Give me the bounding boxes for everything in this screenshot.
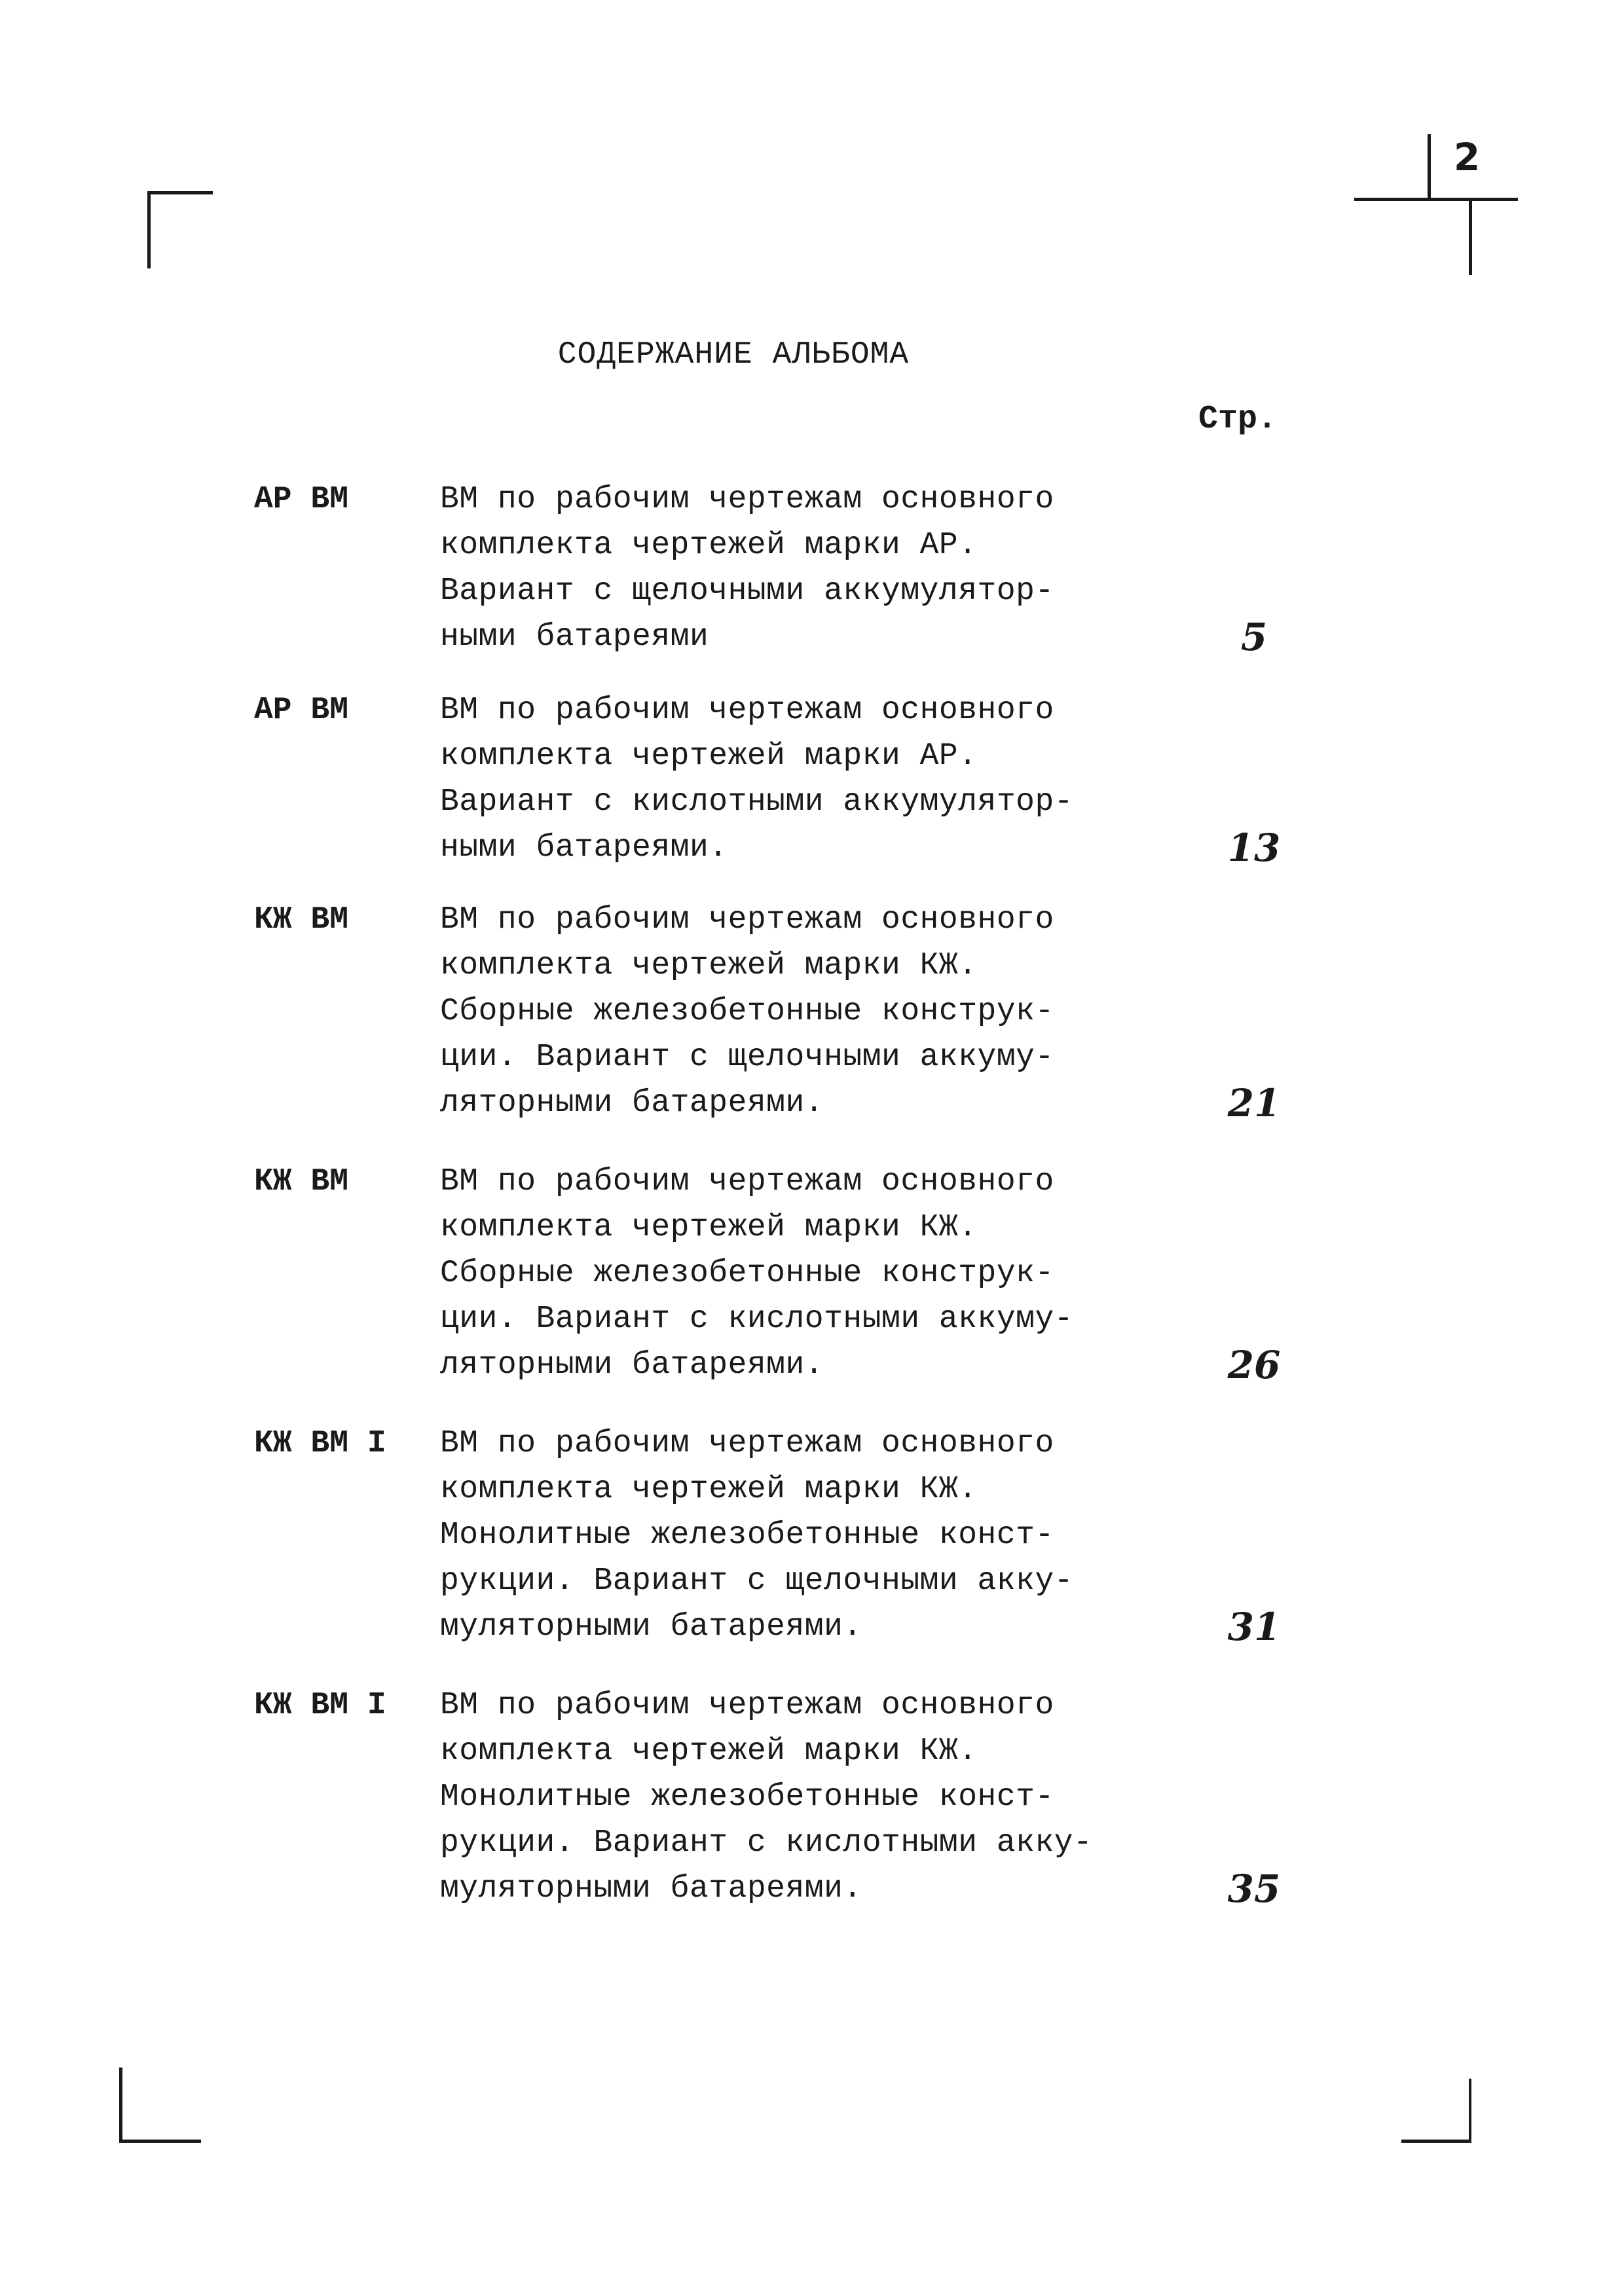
document-title: СОДЕРЖАНИЕ АЛЬБОМА (557, 337, 910, 373)
entry-description: ВМ по рабочим чертежам основного комплекта чертежей марки КЖ. Сборные железобетонные конструк- ции. Вариант с кислотными аккуму- ляторными батареями. (440, 1164, 1074, 1383)
entry-page-number: 35 (1227, 1867, 1281, 1911)
page-number: 2 (1453, 135, 1481, 179)
corner-mark-top-left-vertical (147, 191, 151, 268)
entry-page-number: 21 (1227, 1081, 1281, 1125)
corner-mark-bottom-right-vertical (1469, 2079, 1471, 2143)
entry-code: АР ВМ (254, 693, 349, 728)
entry-description: ВМ по рабочим чертежам основного комплекта чертежей марки КЖ. Монолитные железобетонные конст- рукции. Вариант с щелочными акку- муляторными батареями. (440, 1426, 1074, 1645)
entry-code: КЖ ВМ I (254, 1426, 386, 1461)
entry-description: ВМ по рабочим чертежам основного комплекта чертежей марки КЖ. Сборные железобетонные конструк- ции. Вариант с щелочными аккуму- ляторными батареями. (440, 902, 1054, 1121)
corner-mark-bottom-right-horizontal (1401, 2140, 1471, 2143)
corner-mark-top-right-horizontal (1354, 198, 1518, 201)
corner-mark-bottom-left-horizontal (119, 2140, 201, 2143)
entry-code: КЖ ВМ (254, 1164, 349, 1199)
entry-page-number: 31 (1227, 1605, 1281, 1649)
corner-mark-bottom-left-vertical (119, 2068, 122, 2143)
entry-code: АР ВМ (254, 482, 349, 517)
entry-page-number: 26 (1227, 1343, 1281, 1387)
entry-description: ВМ по рабочим чертежам основного комплекта чертежей марки АР. Вариант с кислотными аккумулятор- ными батареями. (440, 693, 1074, 866)
corner-mark-top-left-horizontal (147, 191, 213, 194)
entry-code: КЖ ВМ (254, 902, 349, 938)
entry-code: КЖ ВМ I (254, 1688, 386, 1723)
entry-description: ВМ по рабочим чертежам основного комплекта чертежей марки АР. Вариант с щелочными аккумулятор- ными батареями (440, 482, 1054, 655)
entry-description: ВМ по рабочим чертежам основного комплекта чертежей марки КЖ. Монолитные железобетонные конст- рукции. Вариант с кислотными акку- муляторными батареями. (440, 1688, 1093, 1906)
corner-mark-top-right-vertical (1469, 198, 1472, 275)
page-column-header: Стр. (1198, 401, 1278, 438)
page-number-box-left-line (1428, 134, 1431, 200)
entry-page-number: 13 (1227, 826, 1281, 870)
entry-page-number: 5 (1240, 615, 1268, 659)
